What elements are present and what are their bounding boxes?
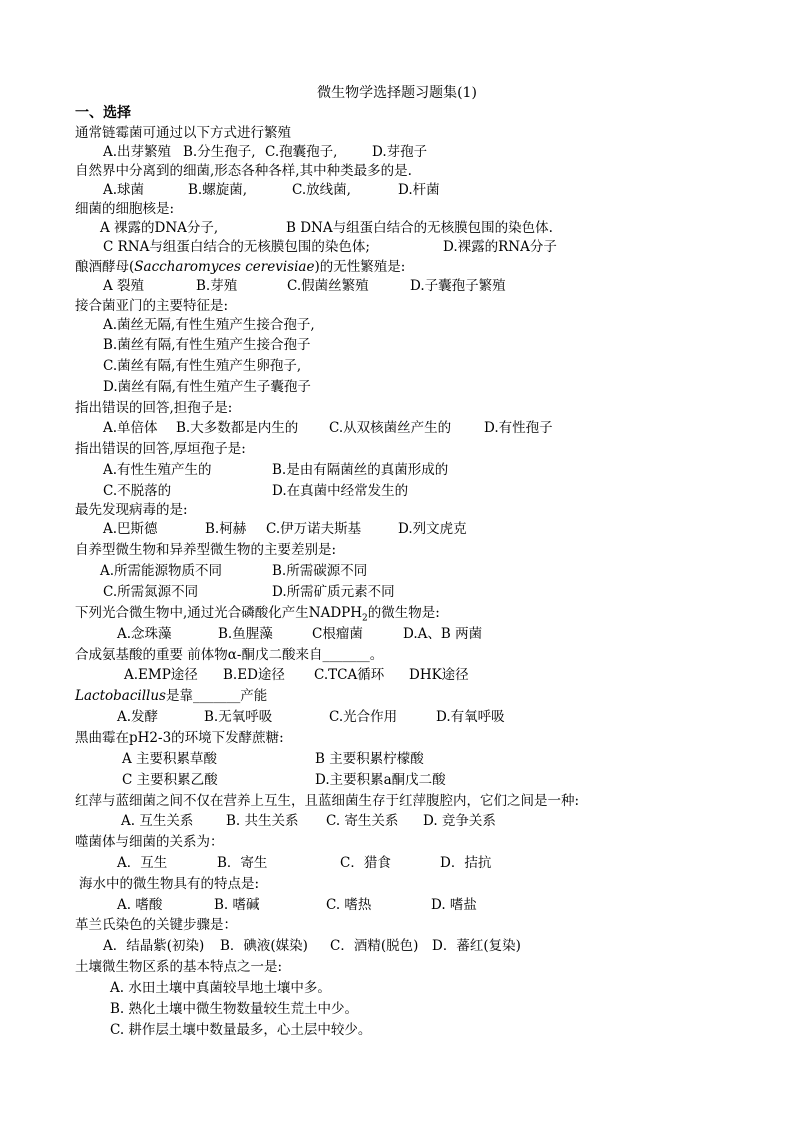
q13-option-c: C 主要积累乙酸 <box>122 772 218 788</box>
q12-option-d: D.有氧呼吸 <box>436 709 505 725</box>
question-16: 海水中的微生物具有的特点是: <box>79 876 260 892</box>
question-3: 细菌的细胞核是: <box>75 201 175 217</box>
q9-option-d: D.所需矿质元素不同 <box>272 584 395 600</box>
q4-stem-post: )的无性繁殖是: <box>314 259 406 275</box>
question-1: 通常链霉菌可通过以下方式进行繁殖 <box>75 125 291 141</box>
question-12 <box>75 687 267 705</box>
q10-stem-post: 的微生物是: <box>367 605 440 621</box>
q15-option-d: D．拮抗 <box>440 855 492 871</box>
question-17: 革兰氏染色的关键步骤是： <box>75 917 237 933</box>
q16-option-c: C. 嗜热 <box>326 897 372 913</box>
q8-option-c: C.伊万诺夫斯基 <box>266 521 362 537</box>
section-heading: 一、选择 <box>75 105 131 121</box>
q13-option-b: B 主要积累柠檬酸 <box>315 751 424 767</box>
q11-option-a: A.EMP途径 <box>124 667 198 683</box>
q17-option-b: B．碘液(媒染) <box>220 938 308 954</box>
q9-option-b: B.所需碳源不同 <box>272 563 368 579</box>
q8-option-b: B.柯赫 <box>205 521 247 537</box>
q6-option-b: B.大多数都是内生的 <box>176 420 299 436</box>
q12-option-c: C.光合作用 <box>329 709 398 725</box>
q3-option-c: C RNA与组蛋白结合的无核膜包围的染色体; <box>103 239 370 255</box>
q6-option-a: A.单倍体 <box>103 420 158 436</box>
q4-stem-species: Saccharomyces cerevisiae <box>134 259 315 275</box>
q4-option-d: D.子囊孢子繁殖 <box>410 278 506 294</box>
q3-option-a: A 裸露的DNA分子, <box>100 220 219 236</box>
q12-option-a: A.发酵 <box>117 709 159 725</box>
q2-option-d: D.杆菌 <box>398 182 440 198</box>
q14-option-d: D. 竞争关系 <box>423 813 496 829</box>
q2-option-b: B.螺旋菌, <box>188 182 248 198</box>
question-4 <box>75 258 405 276</box>
q12-stem-post: 是靠_______产能 <box>165 688 268 704</box>
q15-option-a: A．互生 <box>117 855 168 871</box>
q14-option-b: B. 共生关系 <box>226 813 299 829</box>
q7-option-d: D.在真菌中经常发生的 <box>272 483 409 499</box>
q7-option-c: C.不脱落的 <box>103 483 172 499</box>
q17-option-d: D．蕃红(复染) <box>432 938 521 954</box>
q12-option-b: B.无氧呼吸 <box>204 709 273 725</box>
q10-option-d: D.A、B 两菌 <box>403 626 483 642</box>
question-7: 指出错误的回答,厚垣孢子是: <box>75 441 246 457</box>
q14-option-c: C. 寄生关系 <box>326 813 399 829</box>
q13-option-a: A 主要积累草酸 <box>122 751 218 767</box>
q1-option-a: A.出芽繁殖 <box>103 144 172 160</box>
q10-stem-pre: 下列光合微生物中,通过光合磷酸化产生NADPH <box>75 605 363 621</box>
q6-option-c: C.从双核菌丝产生的 <box>329 420 452 436</box>
q16-option-d: D. 嗜盐 <box>431 897 477 913</box>
q15-option-b: B．寄生 <box>217 855 268 871</box>
q3-option-b: B DNA与组蛋白结合的无核膜包围的染色体. <box>286 220 553 236</box>
q4-option-b: B.芽殖 <box>196 278 238 294</box>
page-title: 微生物学选择题习题集(1) <box>317 85 477 101</box>
q6-option-d: D.有性孢子 <box>484 420 553 436</box>
q5-option-d: D.菌丝有隔,有性生殖产生子囊孢子 <box>103 379 311 395</box>
q11-option-b: B.ED途径 <box>223 667 285 683</box>
question-6: 指出错误的回答,担孢子是: <box>75 400 233 416</box>
q5-option-a: A.菌丝无隔,有性生殖产生接合孢子, <box>103 317 315 333</box>
q18-option-a: A. 水田土壤中真菌较旱地土壤中多。 <box>110 980 331 996</box>
question-5: 接合菌亚门的主要特征是: <box>75 298 229 314</box>
q18-option-c: C. 耕作层土壤中数量最多，心土层中较少。 <box>110 1022 372 1038</box>
q11-option-c: C.TCA循环 <box>314 667 385 683</box>
q1-option-c: C.孢囊孢子, <box>265 144 338 160</box>
q10-option-a: A.念珠藻 <box>117 626 172 642</box>
q16-option-a: A. 嗜酸 <box>117 897 163 913</box>
q17-option-a: A．结晶紫(初染) <box>103 938 205 954</box>
q9-option-c: C.所需氮源不同 <box>103 584 199 600</box>
q18-option-b: B. 熟化土壤中微生物数量较生荒土中少。 <box>110 1001 359 1017</box>
q7-option-b: B.是由有隔菌丝的真菌形成的 <box>272 462 449 478</box>
q16-option-b: B. 嗜碱 <box>214 897 260 913</box>
question-13: 黑曲霉在pH2-3的环境下发酵蔗糖: <box>75 730 284 746</box>
q17-option-c: C．酒精(脱色) <box>330 938 419 954</box>
q4-option-a: A 裂殖 <box>103 278 145 294</box>
q1-option-b: B.分生孢子, <box>183 144 256 160</box>
question-8: 最先发现病毒的是: <box>75 502 188 518</box>
q14-option-a: A. 互生关系 <box>121 813 194 829</box>
question-18: 土壤微生物区系的基本特点之一是: <box>75 959 283 975</box>
q4-stem-pre: 酿酒酵母( <box>75 259 135 275</box>
q8-option-a: A.巴斯德 <box>103 521 158 537</box>
q1-option-d: D.芽孢子 <box>372 144 428 160</box>
q10-option-c: C根瘤菌 <box>312 626 363 642</box>
q11-option-d: DHK途径 <box>409 667 469 683</box>
q5-option-b: B.菌丝有隔,有性生殖产生接合孢子 <box>103 337 311 353</box>
q15-option-c: C．猎食 <box>340 855 391 871</box>
q10-stem-subscript: 2 <box>362 613 368 624</box>
q9-option-a: A.所需能源物质不同 <box>100 563 223 579</box>
q7-option-a: A.有性生殖产生的 <box>103 462 212 478</box>
q5-option-c: C.菌丝有隔,有性生殖产生卵孢子, <box>103 358 302 374</box>
q4-option-c: C.假菌丝繁殖 <box>287 278 369 294</box>
question-11: 合成氨基酸的重要 前体物α-酮戊二酸来自_______。 <box>75 647 384 663</box>
q2-option-a: A.球菌 <box>103 182 145 198</box>
q12-stem-genus: Lactobacillus <box>75 688 166 704</box>
q8-option-d: D.列文虎克 <box>398 521 467 537</box>
question-15: 噬菌体与细菌的关系为： <box>75 834 224 850</box>
q10-option-b: B.鱼腥藻 <box>218 626 273 642</box>
q2-option-c: C.放线菌, <box>292 182 351 198</box>
question-2: 自然界中分离到的细菌,形态各种各样,其中种类最多的是. <box>75 163 412 179</box>
question-14: 红萍与蓝细菌之间不仅在营养上互生，且蓝细菌生存于红萍腹腔内，它们之间是一种: <box>75 793 580 809</box>
q3-option-d: D.裸露的RNA分子 <box>443 239 557 255</box>
q13-option-d: D.主要积累a酮戊二酸 <box>315 772 446 788</box>
question-9: 自养型微生物和异养型微生物的主要差别是: <box>75 542 337 558</box>
